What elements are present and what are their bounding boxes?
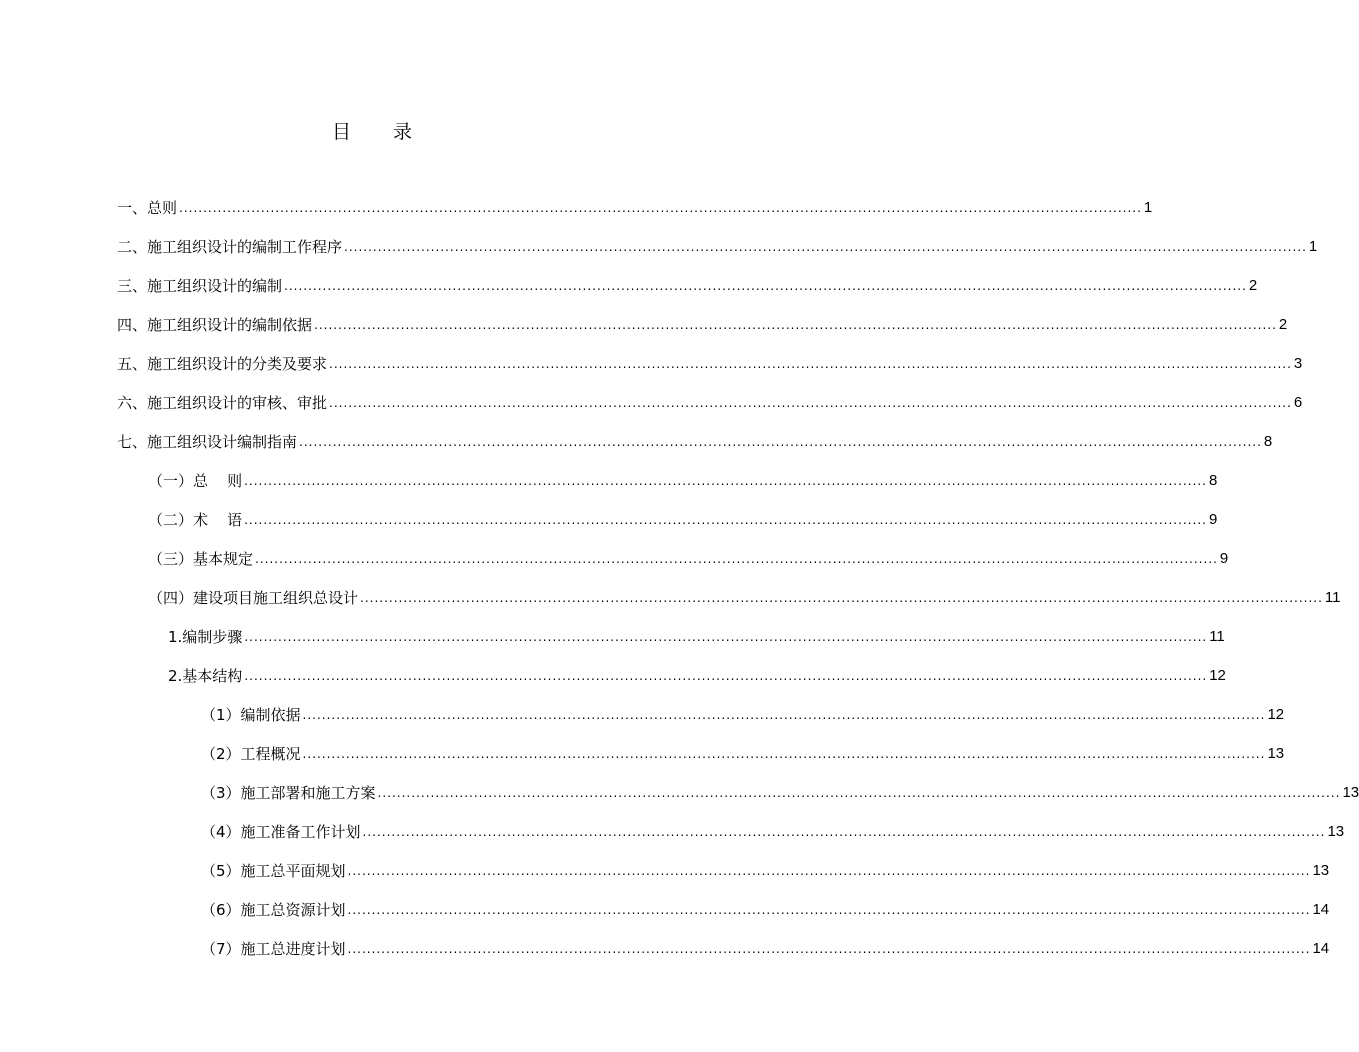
toc-entry-page: 11	[1209, 628, 1225, 645]
toc-entry-label: （2）工程概况	[201, 745, 301, 763]
toc-entry[interactable]	[168, 664, 1226, 688]
toc-entry-page: 13	[1327, 823, 1345, 840]
toc-entry-label: 二、施工组织设计的编制工作程序	[117, 238, 343, 256]
toc-entry[interactable]	[148, 508, 1218, 532]
dot-leader: ........................................................................................................................................................................................................	[347, 903, 1311, 917]
toc-entry[interactable]	[117, 352, 1303, 376]
toc-entry-label: （1）编制依据	[201, 706, 301, 724]
dot-leader: ........................................................................................................................................................................................................	[179, 201, 1142, 215]
dot-leader: ........................................................................................................................................................................................................	[244, 669, 1208, 683]
dot-leader: ........................................................................................................................................................................................................	[347, 942, 1311, 956]
toc-entry-page: 9	[1208, 511, 1218, 528]
toc-entry[interactable]	[201, 820, 1345, 844]
toc-entry-label: （三）基本规定	[148, 550, 254, 568]
toc-entry-page: 9	[1219, 550, 1229, 567]
toc-entry-page: 1	[1308, 238, 1318, 255]
toc-entry-label: 三、施工组织设计的编制	[117, 277, 283, 295]
toc-entry-label: （四）建设项目施工组织总设计	[148, 589, 359, 607]
dot-leader: ........................................................................................................................................................................................................	[244, 474, 1207, 488]
toc-entry-label: 2.基本结构	[168, 667, 243, 685]
toc-entry-page: 2	[1278, 316, 1288, 333]
dot-leader: ........................................................................................................................................................................................................	[255, 552, 1218, 566]
toc-entry-page: 12	[1209, 667, 1226, 684]
toc-entry-label: 1.编制步骤	[168, 628, 243, 646]
toc-entry[interactable]	[117, 391, 1303, 415]
toc-entry-label: （5）施工总平面规划	[201, 862, 346, 880]
dot-leader: ........................................................................................................................................................................................................	[299, 435, 1262, 449]
toc-entry[interactable]	[148, 547, 1229, 571]
toc-entry[interactable]	[148, 469, 1218, 493]
toc-entry[interactable]	[201, 703, 1285, 727]
dot-leader: ........................................................................................................................................................................................................	[314, 318, 1277, 332]
toc-entry-page: 3	[1293, 355, 1303, 372]
dot-leader: ........................................................................................................................................................................................................	[347, 864, 1311, 878]
dot-leader: ........................................................................................................................................................................................................	[244, 630, 1208, 644]
dot-leader: ........................................................................................................................................................................................................	[329, 357, 1292, 371]
toc-entry-label: （一）总 则	[148, 472, 243, 490]
toc-entry-page: 2	[1248, 277, 1258, 294]
toc-entry[interactable]	[201, 781, 1359, 805]
toc-entry[interactable]	[117, 430, 1273, 454]
toc-entry[interactable]	[201, 898, 1330, 922]
toc-entry[interactable]	[168, 625, 1225, 649]
dot-leader: ........................................................................................................................................................................................................	[329, 396, 1292, 410]
toc-entry-page: 13	[1267, 745, 1285, 762]
toc-entry-page: 14	[1312, 901, 1330, 918]
toc-entry-label: （4）施工准备工作计划	[201, 823, 361, 841]
toc-entry-page: 8	[1263, 433, 1273, 450]
dot-leader: ........................................................................................................................................................................................................	[244, 513, 1207, 527]
toc-entry[interactable]	[117, 274, 1258, 298]
toc-entry-label: （6）施工总资源计划	[201, 901, 346, 919]
toc-entry-page: 13	[1342, 784, 1359, 801]
dot-leader: ........................................................................................................................................................................................................	[284, 279, 1247, 293]
toc-entry[interactable]	[201, 859, 1330, 883]
toc-entry-page: 8	[1208, 472, 1218, 489]
dot-leader: ........................................................................................................................................................................................................	[302, 708, 1266, 722]
dot-leader: ........................................................................................................................................................................................................	[377, 786, 1341, 800]
dot-leader: ........................................................................................................................................................................................................	[360, 591, 1323, 605]
toc-entry-label: 五、施工组织设计的分类及要求	[117, 355, 328, 373]
toc-entry[interactable]	[117, 235, 1318, 259]
toc-entry-label: 六、施工组织设计的审核、审批	[117, 394, 328, 412]
toc-entry[interactable]	[148, 586, 1341, 610]
toc-entry-label: （3）施工部署和施工方案	[201, 784, 376, 802]
toc-entry-label: 一、总则	[117, 199, 178, 217]
toc-entry-label: （二）术 语	[148, 511, 243, 529]
toc-entry[interactable]	[201, 742, 1285, 766]
toc-entry-page: 12	[1267, 706, 1285, 723]
toc-entry-page: 1	[1143, 199, 1153, 216]
toc-entry-label: 四、施工组织设计的编制依据	[117, 316, 313, 334]
toc-title: 目 录	[331, 121, 431, 143]
toc-entry[interactable]	[117, 196, 1153, 220]
toc-entry-page: 11	[1324, 589, 1341, 606]
toc-entry-page: 6	[1293, 394, 1303, 411]
toc-entry-label: 七、施工组织设计编制指南	[117, 433, 298, 451]
toc-entry[interactable]	[201, 937, 1330, 961]
toc-entry-page: 13	[1312, 862, 1330, 879]
toc-entry-label: （7）施工总进度计划	[201, 940, 346, 958]
dot-leader: ........................................................................................................................................................................................................	[302, 747, 1266, 761]
dot-leader: ........................................................................................................................................................................................................	[344, 240, 1307, 254]
toc-entry[interactable]	[117, 313, 1288, 337]
dot-leader: ........................................................................................................................................................................................................	[362, 825, 1326, 839]
toc-entry-page: 14	[1312, 940, 1330, 957]
